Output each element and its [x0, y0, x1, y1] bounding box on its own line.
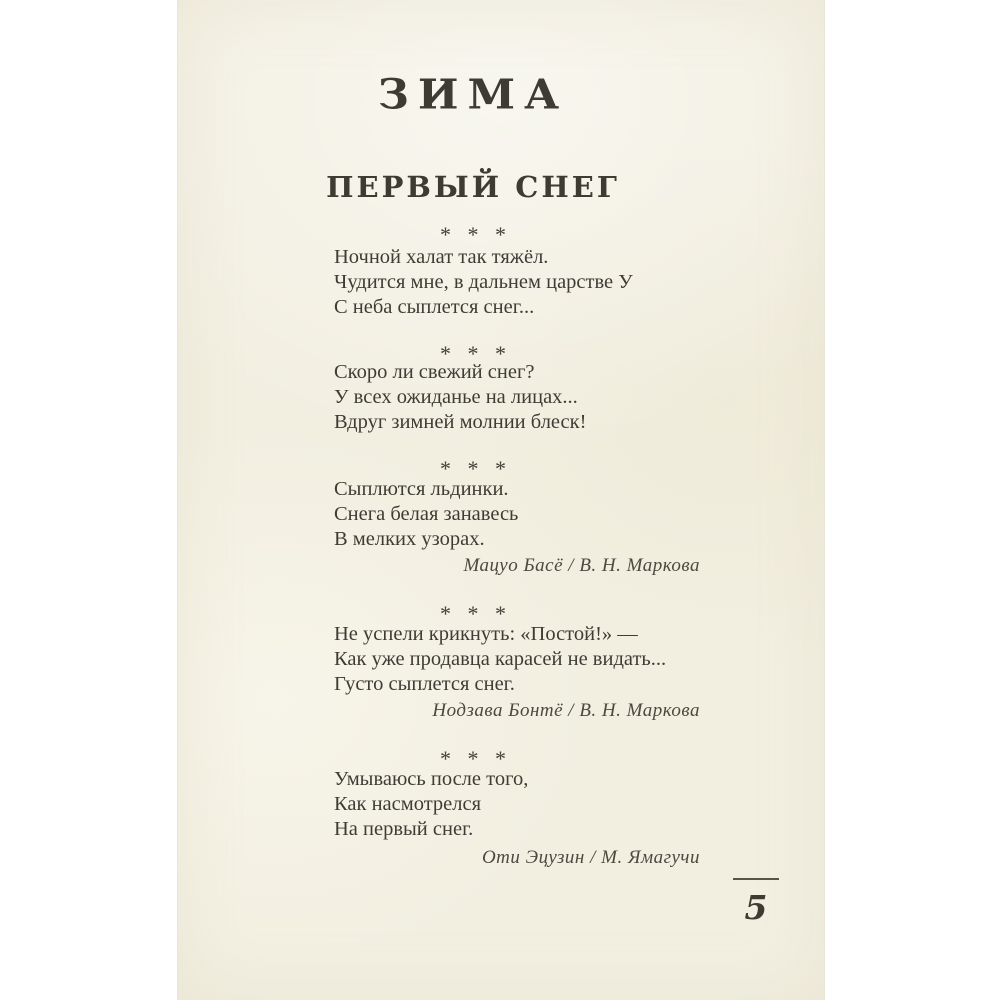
poem-line: В мелких узорах. [334, 528, 485, 550]
book-page [177, 0, 825, 1000]
haiku-4 [334, 622, 700, 697]
asterisk-divider: * * * [440, 601, 506, 626]
part-title: ЗИМА [377, 71, 569, 119]
asterisk-divider: * * * [440, 456, 506, 481]
poem-line: Умываюсь после того, [334, 768, 529, 790]
page-number: 5 [744, 888, 768, 927]
poem-line: Скоро ли свежий снег? [334, 361, 535, 383]
poem-line: Как уже продавца карасей не видать... [334, 648, 667, 670]
poem-line: Вдруг зимней молнии блеск! [334, 411, 587, 433]
chapter-title: ПЕРВЫЙ СНЕГ [326, 170, 620, 204]
poem-line: На первый снег. [334, 818, 474, 840]
haiku-2 [334, 360, 700, 435]
left-margin [0, 0, 177, 1000]
poem-line: Не успели крикнуть: «Постой!» — [334, 623, 638, 645]
poem-line: Чудится мне, в дальнем царстве У [334, 271, 633, 293]
author-attribution: Нодзава Бонтё / В. Н. Маркова [432, 700, 700, 721]
poem-line: Сыплются льдинки. [334, 478, 509, 500]
haiku-1 [334, 245, 700, 320]
poem-line: Снега белая занавесь [334, 503, 519, 525]
author-attribution: Оти Эцузин / М. Ямагучи [481, 847, 700, 868]
haiku-5 [334, 767, 700, 842]
poem-line: Как насмотрелся [334, 793, 482, 815]
haiku-3 [334, 477, 700, 552]
asterisk-divider: * * * [440, 222, 506, 247]
author-attribution: Мацуо Басё / В. Н. Маркова [463, 555, 700, 576]
poem-line: Густо сыплется снег. [334, 673, 515, 695]
poem-line: Ночной халат так тяжёл. [334, 246, 549, 268]
poem-line: У всех ожиданье на лицах... [334, 386, 578, 408]
right-margin [823, 0, 1000, 1000]
poem-line: С неба сыплется снег... [334, 296, 535, 318]
asterisk-divider: * * * [440, 746, 506, 771]
asterisk-divider: * * * [440, 341, 506, 366]
page-number-rule [733, 878, 779, 880]
